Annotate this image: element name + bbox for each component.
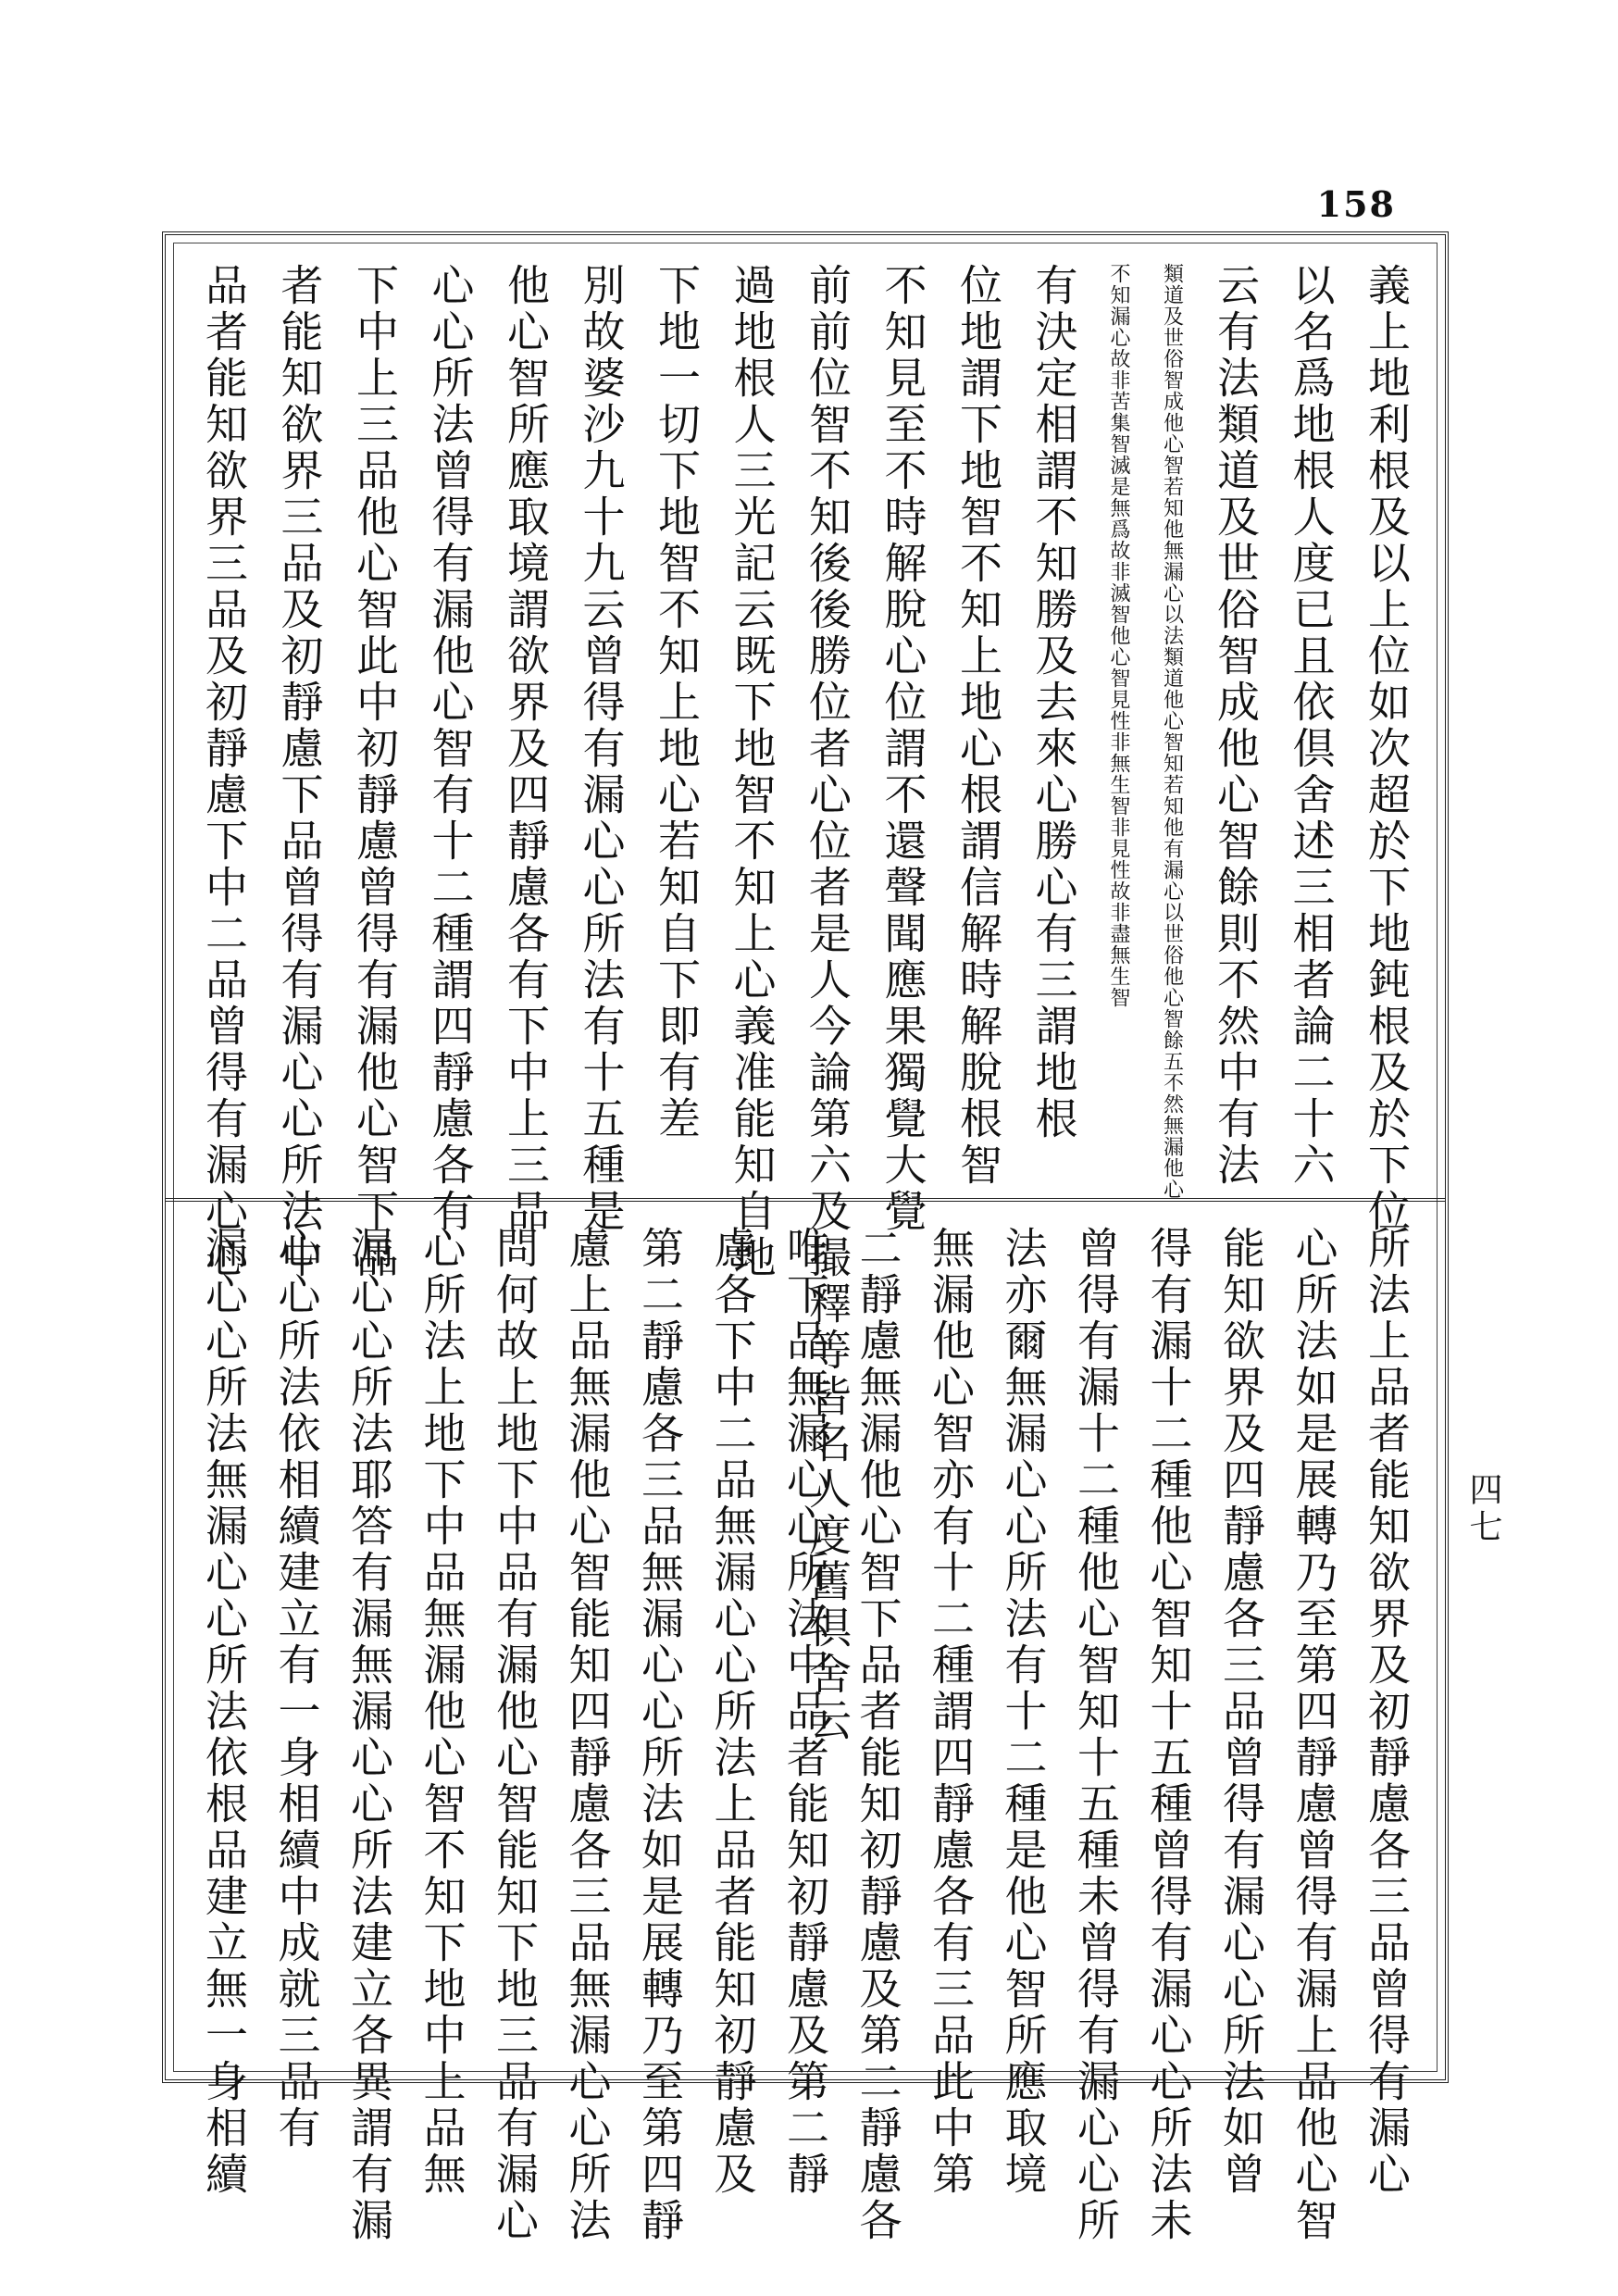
lower-column: 二靜慮無漏他心智下品者能知初靜慮及第二靜慮各 [853, 1226, 903, 2244]
upper-column: 過地根人三光記云既下地智不知上心義准能知自地 [727, 263, 778, 1281]
lower-column: 慮上品無漏他心智能知四靜慮各三品無漏心心所法 [562, 1226, 613, 2244]
upper-column: 他心智所應取境謂欲界及四靜慮各有下中上三品 [501, 263, 551, 1235]
lower-column: 唯下品無漏心心所法中品者能知初靜慮及第二靜 [780, 1226, 830, 2198]
lower-panel [199, 1226, 1412, 2244]
lower-column: 無漏他心智亦有十二種謂四靜慮各有三品此中第 [926, 1226, 976, 2198]
lower-column: 心所法上地下中品無漏他心智不知下地中上品無 [417, 1226, 467, 2198]
page-number: 158 [1316, 183, 1396, 225]
upper-column: 有決定相謂不知勝及去來心勝心有三謂地根 [1028, 263, 1079, 1142]
lower-column: 所法上品者能知欲界及初靜慮各三品曾得有漏心 [1362, 1226, 1412, 2198]
upper-column: 不知漏心故非苦集智滅是無爲故非滅智他心智見性非無生智非見性故非盡無生智 [1107, 263, 1130, 1008]
lower-column: 漏心心所法耶答有漏無漏心心所法建立各異謂有漏 [344, 1226, 394, 2244]
lower-column: 心心所法依相續建立有一身相續中成就三品有 [271, 1226, 322, 2152]
folio-number: 四七 [1464, 1472, 1502, 1546]
upper-column: 別故婆沙九十九云曾得有漏心心所法有十五種是 [576, 263, 627, 1235]
upper-column: 類道及世俗智成他心智若知他無漏心以法類道他心智知若知他有漏心以世俗他心智餘五不然無漏他心 [1160, 263, 1184, 1200]
lower-column: 能知欲界及四靜慮各三品曾得有漏心心所法如曾 [1216, 1226, 1266, 2198]
upper-column: 前前位智不知後後勝位者心位者是人今論第六及撮釋等皆名人度舊倶舍云 [803, 263, 853, 1744]
panel-divider [166, 1198, 1445, 1202]
lower-column: 曾得有漏十二種他心智知十五種未曾得有漏心心所 [1071, 1226, 1121, 2244]
lower-column: 心所法如是展轉乃至第四靜慮曾得有漏上品他心智 [1288, 1226, 1339, 2244]
lower-column: 慮各下中二品無漏心心所法上品者能知初靜慮及 [707, 1226, 758, 2198]
text-frame [162, 231, 1449, 2244]
lower-column: 問何故上地下中品有漏他心智能知下地三品有漏心 [490, 1226, 540, 2244]
lower-column: 漏心心所法無漏心心所法依根品建立無一身相續 [199, 1226, 249, 2198]
upper-column: 義上地利根及以上位如次超於下地鈍根及於下位 [1362, 263, 1412, 1235]
upper-column: 下中上三品他心智此中初靜慮曾得有漏他心智下品 [350, 263, 400, 1281]
upper-column: 者能知欲界三品及初靜慮下品曾得有漏心心所法中 [274, 263, 325, 1281]
upper-column: 以名爲地根人度已且依倶舍述三相者論二十六 [1286, 263, 1337, 1189]
upper-column: 心心所法曾得有漏他心智有十二種謂四靜慮各有 [425, 263, 476, 1235]
upper-column: 下地一切下地智不知上地心若知自下即有差 [652, 263, 702, 1142]
lower-column: 法亦爾無漏心心所法有十二種是他心智所應取境 [998, 1226, 1049, 2198]
upper-column: 位地謂下地智不知上地心根謂信解時解脫根智 [953, 263, 1003, 1189]
upper-column: 品者能知欲界三品及初靜慮下中二品曾得有漏心心 [199, 263, 249, 1281]
upper-column: 不知見至不時解脫心位謂不還聲聞應果獨覺大覺 [877, 263, 928, 1235]
lower-column: 得有漏十二種他心智知十五種曾得有漏心心所法未 [1143, 1226, 1194, 2244]
upper-column: 云有法類道及世俗智成他心智餘則不然中有法 [1211, 263, 1261, 1189]
lower-column: 第二靜慮各三品無漏心心所法如是展轉乃至第四靜 [635, 1226, 685, 2244]
